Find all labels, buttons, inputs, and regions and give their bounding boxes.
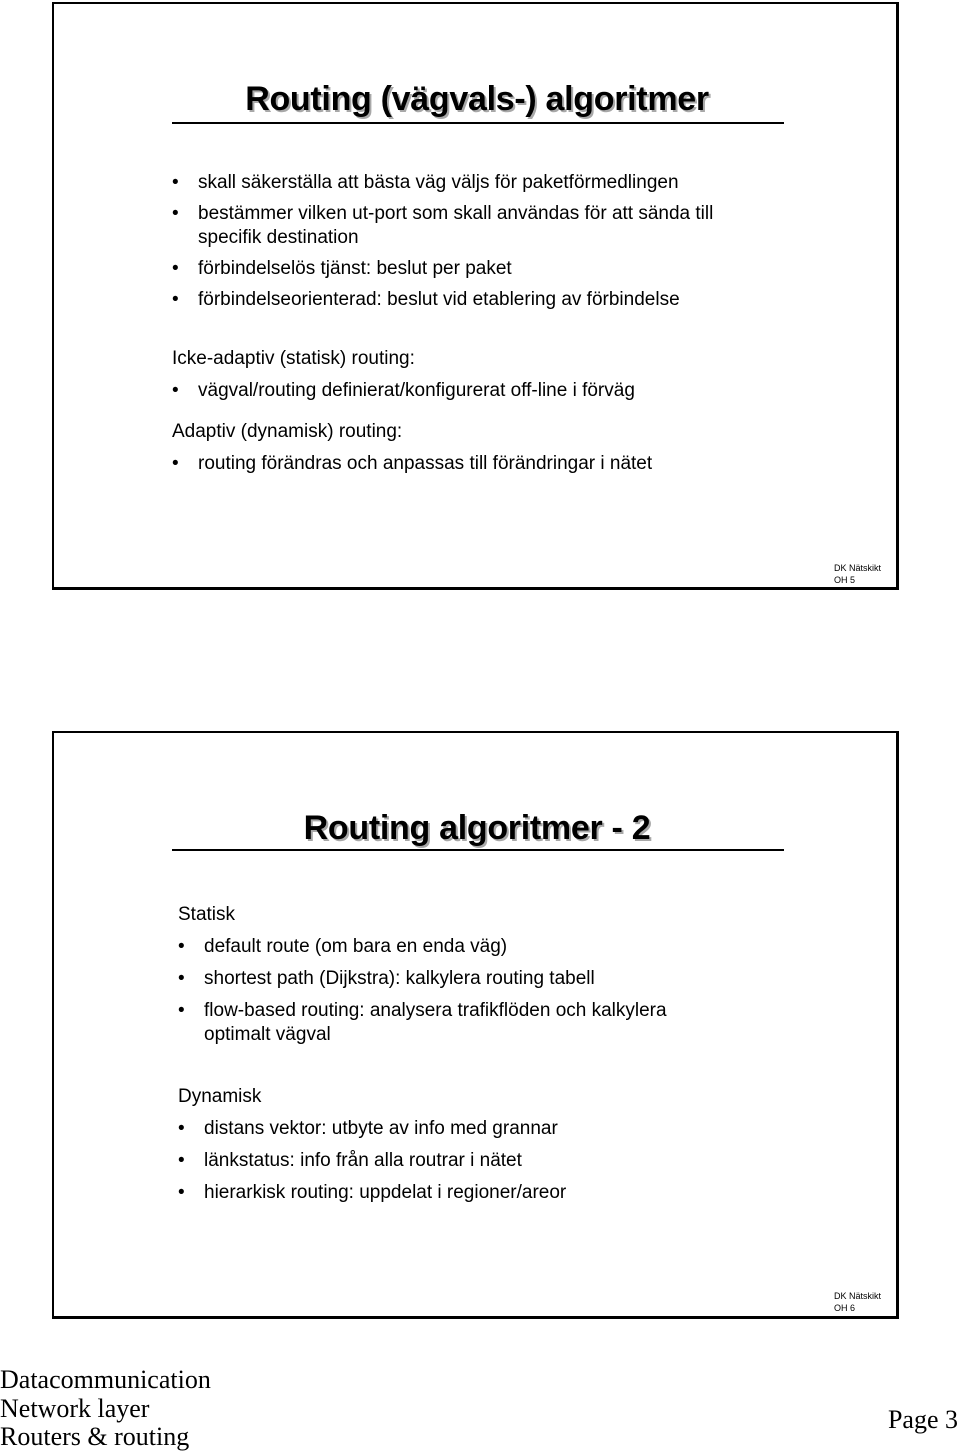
- list-item: • bestämmer vilken ut-port som skall användas för att sända till: [172, 203, 714, 224]
- list-item-continuation: optimalt vägval: [204, 1024, 331, 1045]
- list-item: • flow-based routing: analysera trafikflöden och kalkylera: [178, 1000, 667, 1021]
- list-item: • default route (om bara en enda väg): [178, 936, 508, 957]
- title-underline: [172, 849, 784, 851]
- footer-chapter: Network layer: [0, 1393, 150, 1423]
- bullet-icon: •: [178, 968, 185, 989]
- title-underline: [172, 122, 784, 124]
- slide-content: [178, 903, 878, 1213]
- list-item: • länkstatus: info från alla routrar i nätet: [178, 1150, 522, 1171]
- bullet-list: [172, 452, 872, 476]
- bullet-list: [172, 379, 872, 403]
- list-item: • distans vektor: utbyte av info med grannar: [178, 1118, 558, 1139]
- page-footer: [0, 1366, 211, 1452]
- list-item-continuation: specifik destination: [198, 227, 359, 248]
- bullet-icon: •: [172, 203, 179, 224]
- footer-slide-number: OH 5: [834, 575, 856, 585]
- slide-title: Routing algoritmer - 2: [303, 809, 651, 847]
- slide-title: Routing (vägvals-) algoritmer: [245, 80, 709, 118]
- bullet-icon: •: [172, 172, 179, 193]
- slide-oh5: [52, 2, 899, 590]
- list-item: • vägval/routing definierat/konfigurerat off-line i förväg: [172, 380, 635, 401]
- slide-content: [172, 171, 872, 483]
- footer-section: Routers & routing: [0, 1422, 190, 1451]
- bullet-list: [172, 171, 872, 312]
- section-heading: Icke-adaptiv (statisk) routing:: [172, 348, 415, 369]
- list-item: • shortest path (Dijkstra): kalkylera routing tabell: [178, 968, 595, 989]
- list-item: • förbindelseorienterad: beslut vid etablering av förbindelse: [172, 289, 680, 310]
- footer-slide-number: OH 6: [834, 1303, 856, 1313]
- bullet-icon: •: [178, 1150, 185, 1171]
- bullet-icon: •: [178, 1118, 185, 1139]
- footer-course: DK Nätskikt: [834, 1291, 882, 1301]
- bullet-icon: •: [172, 289, 179, 310]
- section-heading: Statisk: [178, 904, 236, 925]
- bullet-icon: •: [178, 1000, 185, 1021]
- bullet-icon: •: [172, 258, 179, 279]
- bullet-list: [178, 935, 878, 1047]
- section-heading: Dynamisk: [178, 1086, 262, 1107]
- bullet-icon: •: [172, 380, 179, 401]
- footer-course: DK Nätskikt: [834, 563, 882, 573]
- bullet-icon: •: [178, 936, 185, 957]
- bullet-icon: •: [172, 453, 179, 474]
- page-number: Page 3: [887, 1405, 958, 1434]
- bullet-list: [178, 1117, 878, 1205]
- footer-course-title: Datacommunication: [0, 1365, 211, 1394]
- list-item: • hierarkisk routing: uppdelat i regioner/areor: [178, 1182, 567, 1203]
- bullet-icon: •: [178, 1182, 185, 1203]
- slide-footer: [834, 562, 881, 586]
- slide-footer: [834, 1290, 881, 1314]
- list-item: • skall säkerställa att bästa väg väljs för paketförmedlingen: [172, 172, 679, 193]
- list-item: • förbindelselös tjänst: beslut per paket: [172, 258, 512, 279]
- slide-oh6: [52, 731, 899, 1319]
- list-item: • routing förändras och anpassas till förändringar i nätet: [172, 453, 653, 474]
- section-heading: Adaptiv (dynamisk) routing:: [172, 421, 403, 442]
